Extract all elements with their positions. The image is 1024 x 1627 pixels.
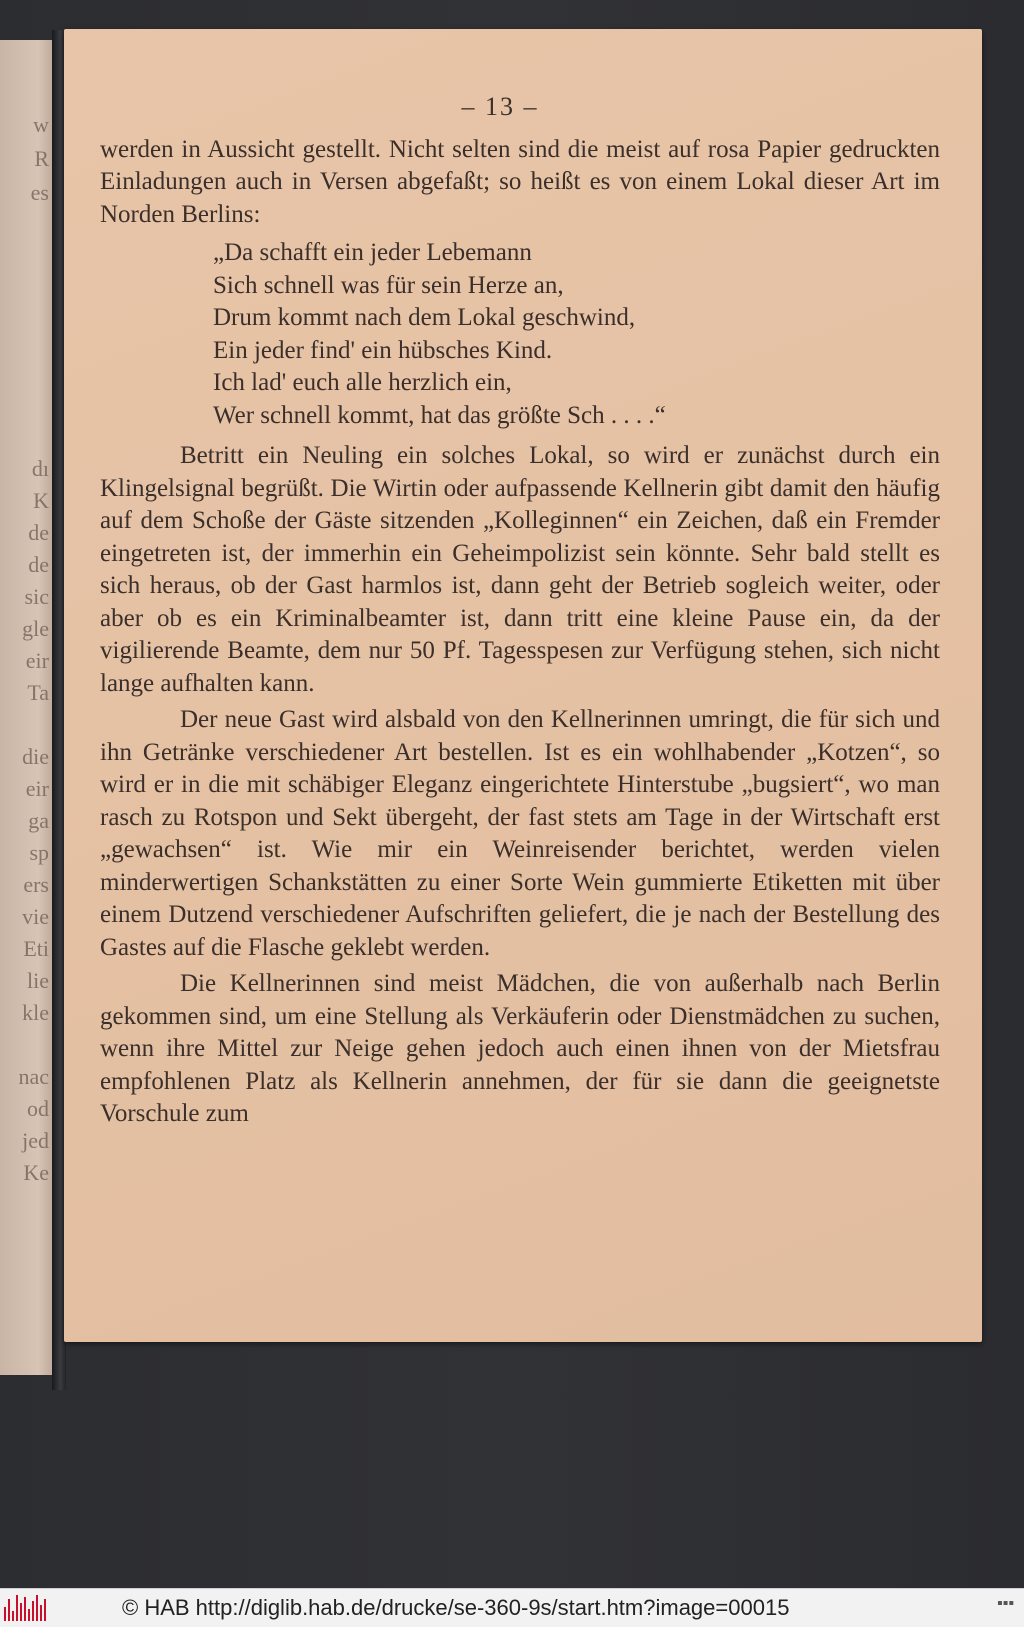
- left-page-text-fragment: jed: [22, 1128, 49, 1153]
- paragraph-3: Der neue Gast wird alsbald von den Kellnerinnen umringt, die für sich und ihn Getränke verschiedener Art bestellen. Ist es ein wohlhabender „Kotzen“, so wird er in die mit schäbiger Eleganz eingerichtete Hinterstube „bugsiert“, wo man rasch zu Rotspon und Sekt übergeht, der fast stets am Tage in der Wirtschaft erst „gewachsen“ ist. Wie mir ein Weinreisender berichtet, werden vielen minderwertigen Schankstätten zu einer Sorte Wein gummierte Etiketten mit über einem Dutzend verschiedener Aufschriften geliefert, die je nach der Bestellung des Gastes auf die Flasche geklebt werden.: [100, 706, 940, 961]
- poem-line: Ein jeder find' ein hübsches Kind.: [213, 336, 553, 364]
- poem: [213, 237, 940, 432]
- poem-line: Sich schnell was für sein Herze an,: [213, 271, 564, 299]
- paragraph-1: werden in Aussicht gestellt. Nicht selten sind die meist auf rosa Papier gedruckten Einladungen auch in Versen abgefaßt; so heißt es von einem Lokal dieser Art im Norden Berlins:: [100, 135, 940, 228]
- left-page-text-fragment: de: [28, 520, 49, 545]
- page-text-block: [100, 91, 940, 1131]
- viewer-footer: [0, 1588, 1024, 1627]
- logo-bar: [12, 1611, 14, 1621]
- left-page-text-fragment: eir: [25, 776, 49, 801]
- logo-bar: [20, 1603, 22, 1621]
- left-page-text-fragment: R: [34, 146, 49, 171]
- left-page-text-fragment: od: [27, 1096, 49, 1121]
- logo-bar: [4, 1607, 6, 1621]
- left-page-text-fragment: dı: [31, 456, 49, 481]
- left-page-text-fragment: nac: [18, 1064, 49, 1089]
- left-page-text-fragment: eir: [25, 648, 49, 673]
- logo-bar: [24, 1597, 26, 1621]
- logo-bar: [36, 1595, 38, 1621]
- book-page: [64, 29, 982, 1342]
- more-options-icon[interactable]: ▪▪▪: [996, 1595, 1014, 1612]
- logo-bar: [16, 1595, 18, 1621]
- paragraph-2: Betritt ein Neuling ein solches Lokal, so wird er zunächst durch ein Klingelsignal begrüßt. Die Wirtin oder aufpassende Kellnerin gibt damit den häufig auf dem Schoße der Gäste sitzenden „Kolleginnen“ ein Zeichen, daß ein Fremder eingetreten ist, der immerhin ein Geheimpolizist sein könnte. Sehr bald stellt es sich heraus, ob der Gast harmlos ist, dann geht der Betrieb sogleich weiter, oder aber ob es ein Kriminalbeamter ist, dann tritt eine kleine Pause ein, da der vigilierende Beamte, dem nur 50 Pf. Tagesspesen zur Verfügung stehen, sich nicht lange aufhalten kann.: [100, 442, 940, 697]
- logo-bar: [28, 1609, 30, 1621]
- logo-bar: [40, 1605, 42, 1621]
- left-page-text-fragment: sp: [29, 840, 49, 865]
- logo-bar: [44, 1599, 46, 1621]
- left-page-text-fragment: ga: [28, 808, 49, 833]
- page-number: – 13 –: [461, 92, 539, 121]
- hab-logo-icon: [4, 1595, 48, 1621]
- poem-line: Ich lad' euch alle herzlich ein,: [213, 369, 512, 396]
- logo-bar: [8, 1599, 10, 1621]
- left-page-text-fragment: gle: [22, 616, 49, 641]
- left-page-text-fragment: K: [33, 488, 49, 513]
- left-page-text-fragment: Eti: [23, 936, 49, 961]
- left-page-text-fragment: sic: [24, 584, 49, 609]
- left-page-text-fragment: es: [30, 180, 49, 205]
- poem-line: Drum kommt nach dem Lokal geschwind,: [213, 304, 636, 331]
- left-page-text-fragment: Ke: [23, 1160, 49, 1185]
- left-page-edge: [0, 40, 55, 1375]
- paragraph-4: Die Kellnerinnen sind meist Mädchen, die von außerhalb nach Berlin gekommen sind, um eine Stellung als Verkäuferin oder Dienstmädchen zu suchen, wenn ihre Mittel zur Neige gehen jedoch auch einen ihnen von der Mietsfrau empfohlenen Platz als Kellnerin annehmen, der für sie dann die geeignetste Vorschule zum: [100, 970, 940, 1127]
- poem-line: Wer schnell kommt, hat das größte Sch . . . .“: [213, 401, 666, 429]
- left-page-text-fragment: vie: [22, 904, 49, 929]
- logo-bar: [32, 1601, 34, 1621]
- left-page-text-fragment: kle: [22, 1000, 49, 1025]
- left-page-text-fragment: lie: [27, 968, 49, 993]
- left-page-text-fragment: w: [33, 112, 49, 137]
- left-page-text-fragment: ers: [23, 872, 49, 897]
- left-page-text-fragment: Ta: [27, 680, 49, 705]
- left-page-text-fragment: de: [28, 552, 49, 577]
- left-page-text-fragment: die: [22, 744, 49, 769]
- copyright-link[interactable]: © HAB http://diglib.hab.de/drucke/se-360-9s/start.htm?image=00015: [122, 1595, 790, 1620]
- poem-line: „Da schafft ein jeder Lebemann: [213, 239, 532, 266]
